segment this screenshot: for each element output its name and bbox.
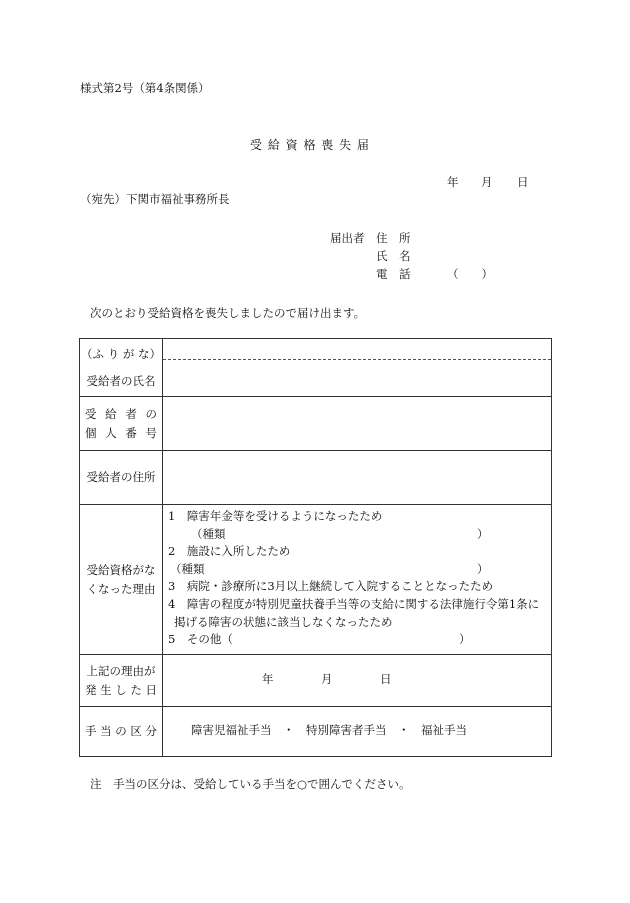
furigana-field[interactable] [163, 339, 551, 360]
id-number-label-line1: 受 給 者 の [85, 406, 157, 421]
reason-1-kind-close: ） [477, 527, 489, 541]
id-number-label-line2: 個 人 番 号 [85, 425, 157, 440]
id-number-label-cell [80, 397, 163, 451]
reason-4-line2: 掲げる障害の状態に該当しなくなったため [174, 615, 393, 629]
row-id-number [80, 397, 552, 451]
occurrence-day-label: 日 [380, 672, 392, 686]
reason-4-line1[interactable]: 4 障害の程度が特別児童扶養手当等の支給に関する法律施行令第1条に [168, 597, 540, 611]
row-occurrence-date [80, 655, 552, 707]
name-label-cell [80, 339, 163, 397]
occurrence-date-field[interactable] [163, 655, 552, 707]
occurrence-year-label: 年 [262, 672, 274, 686]
applicant-phone-parens: （ ） [447, 267, 493, 281]
date-year-label: 年 [447, 175, 459, 189]
row-reason [80, 505, 552, 655]
reason-label-line2: くなった理由 [86, 581, 156, 596]
recipient-name-field[interactable] [163, 360, 551, 396]
document-title: 受 給 資 格 喪 失 届 [250, 138, 370, 152]
row-allowance-type [80, 707, 552, 757]
reason-5-close: ） [459, 632, 471, 646]
id-number-field[interactable] [163, 397, 552, 451]
date-day-label: 日 [517, 175, 529, 189]
occurrence-label-line2: 発 生 し た 日 [84, 682, 158, 697]
applicant-label: 届出者 [330, 231, 365, 245]
address-label-cell [80, 451, 163, 505]
loss-of-eligibility-form-table [79, 338, 552, 757]
form-number: 様式第2号（第4条関係） [80, 81, 210, 95]
allowance-options-cell[interactable] [163, 707, 552, 757]
reason-1[interactable]: 1 障害年金等を受けるようになったため [168, 509, 383, 523]
occurrence-label-line1: 上記の理由が [86, 663, 156, 678]
recipient-address-label: 受給者の住所 [86, 470, 156, 484]
reason-options-cell[interactable] [163, 505, 552, 655]
recipient-name-label: 受給者の氏名 [86, 373, 156, 388]
footnote: 注 手当の区分は、受給している手当を○で囲んでください。 [90, 777, 411, 791]
intro-text: 次のとおり受給資格を喪失しましたので届け出ます。 [90, 306, 366, 320]
reason-1-kind: （種類 [191, 527, 226, 541]
reason-5[interactable]: 5 その他（ [168, 632, 233, 646]
name-input-cell[interactable] [163, 339, 552, 397]
row-address [80, 451, 552, 505]
addressee: （宛先）下関市福祉事務所長 [80, 192, 230, 206]
reason-2[interactable]: 2 施設に入所したため [168, 544, 291, 558]
reason-label-cell [80, 505, 163, 655]
recipient-address-field[interactable] [163, 451, 552, 505]
reason-3[interactable]: 3 病院・診療所に3月以上継続して入院することとなったため [168, 579, 494, 593]
allowance-label-cell [80, 707, 163, 757]
allowance-type-label: 手 当 の 区 分 [84, 724, 158, 738]
allowance-options[interactable]: 障害児福祉手当 ・ 特別障害者手当 ・ 福祉手当 [191, 723, 467, 737]
occurrence-month-label: 月 [321, 672, 333, 686]
occurrence-label-cell [80, 655, 163, 707]
reason-label-line1: 受給資格がな [86, 562, 156, 577]
reason-2-kind: （種類 [170, 562, 205, 576]
applicant-address-label: 住 所 [376, 231, 411, 245]
furigana-label: （ふ り が な） [81, 346, 161, 361]
date-month-label: 月 [481, 175, 493, 189]
applicant-phone-label: 電 話 [376, 267, 411, 281]
reason-2-kind-close: ） [477, 562, 489, 576]
row-name [80, 339, 552, 397]
applicant-name-label: 氏 名 [376, 249, 411, 263]
